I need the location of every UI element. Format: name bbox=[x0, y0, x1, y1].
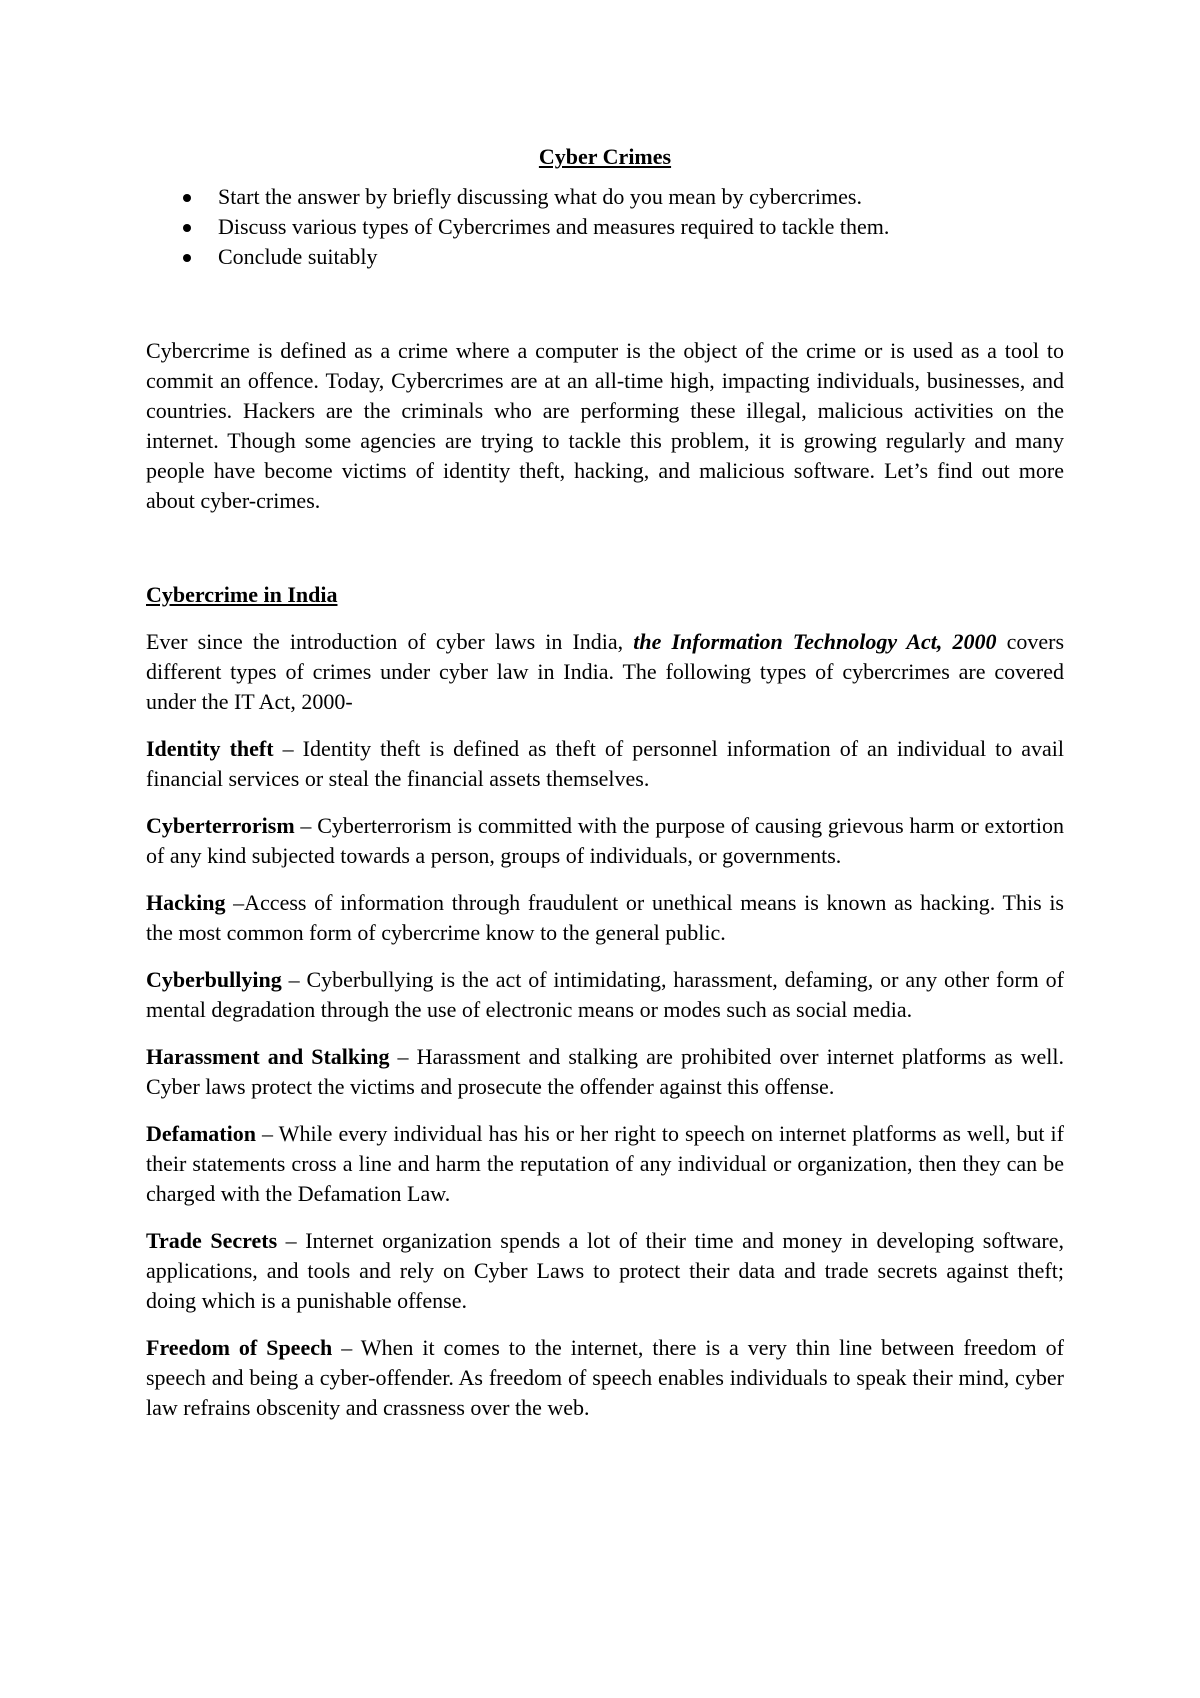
guideline-text: Discuss various types of Cybercrimes and measures required to tackle them. bbox=[218, 214, 890, 239]
crime-term: Identity theft bbox=[146, 736, 274, 761]
crime-description: – Internet organization spends a lot of their time and money in developing software, applications, and tools and rely on Cyber Laws to protect their data and trade secrets against theft; doing which is a punishable offense. bbox=[146, 1228, 1065, 1313]
crime-type-paragraph bbox=[146, 1333, 1064, 1423]
crime-term: Freedom of Speech bbox=[146, 1335, 333, 1360]
bullet-icon bbox=[183, 254, 191, 262]
document-title: Cyber Crimes bbox=[538, 144, 672, 169]
section-intro-before: Ever since the introduction of cyber laws in India, bbox=[146, 629, 634, 654]
crime-term: Cyberbullying bbox=[146, 967, 282, 992]
section-intro-after: covers different types of crimes under cyber law in India. The following types of cybercrimes are covered under the IT Act, 2000- bbox=[146, 629, 1065, 714]
crime-description: – Harassment and stalking are prohibited over internet platforms as well. Cyber laws protect the victims and prosecute the offender against this offense. bbox=[146, 1044, 1064, 1099]
crime-description: – When it comes to the internet, there is a very thin line between freedom of speech and being a cyber-offender. As freedom of speech enables individuals to speak their mind, cyber law refrains obscenity and crassness over the web. bbox=[146, 1335, 1064, 1420]
crime-term: Cyberterrorism bbox=[146, 813, 295, 838]
guideline-item bbox=[218, 242, 1064, 272]
guideline-item bbox=[218, 212, 1064, 242]
crime-type-paragraph bbox=[146, 965, 1064, 1025]
crime-term: Defamation bbox=[146, 1121, 256, 1146]
crime-term: Harassment and Stalking bbox=[146, 1044, 390, 1069]
crime-term: Trade Secrets bbox=[146, 1228, 278, 1253]
section-intro-paragraph bbox=[146, 627, 1064, 717]
guideline-text: Start the answer by briefly discussing what do you mean by cybercrimes. bbox=[218, 184, 862, 209]
crime-type-paragraph bbox=[146, 811, 1064, 871]
act-name: the Information Technology Act, 2000 bbox=[633, 629, 997, 654]
crime-type-paragraph bbox=[146, 1226, 1064, 1316]
crime-type-paragraph bbox=[146, 1042, 1064, 1102]
crime-description: – Identity theft is defined as theft of personnel information of an individual to avail financial services or steal the financial assets themselves. bbox=[146, 736, 1064, 791]
crime-description: – Cyberbullying is the act of intimidating, harassment, defaming, or any other form of mental degradation through the use of electronic means or modes such as social media. bbox=[146, 967, 1064, 1022]
crime-type-paragraph bbox=[146, 734, 1064, 794]
bullet-icon bbox=[183, 224, 191, 232]
crime-description: – While every individual has his or her right to speech on internet platforms as well, but if their statements cross a line and harm the reputation of any individual or organization, then they can be charged with the Defamation Law. bbox=[146, 1121, 1064, 1206]
crime-type-paragraph bbox=[146, 888, 1064, 948]
guideline-text: Conclude suitably bbox=[218, 244, 378, 269]
section-heading: Cybercrime in India bbox=[146, 582, 338, 607]
crime-type-paragraph bbox=[146, 1119, 1064, 1209]
guideline-item bbox=[218, 182, 1064, 212]
bullet-icon bbox=[183, 194, 191, 202]
crime-term: Hacking bbox=[146, 890, 226, 915]
guidelines-list bbox=[146, 182, 1064, 272]
crime-description: – Cyberterrorism is committed with the purpose of causing grievous harm or extortion of any kind subjected towards a person, groups of individuals, or governments. bbox=[146, 813, 1064, 868]
crime-description: –Access of information through fraudulent or unethical means is known as hacking. This is the most common form of cybercrime know to the general public. bbox=[146, 890, 1064, 945]
intro-paragraph: Cybercrime is defined as a crime where a computer is the object of the crime or is used as a tool to commit an offence. Today, Cybercrimes are at an all-time high, impacting individuals, businesses, and countries. Hackers are the criminals who are performing these illegal, malicious activities on the internet. Though some agencies are trying to tackle this problem, it is growing regularly and many people have become victims of identity theft, hacking, and malicious software. Let’s find out more about cyber-crimes. bbox=[146, 338, 1064, 513]
